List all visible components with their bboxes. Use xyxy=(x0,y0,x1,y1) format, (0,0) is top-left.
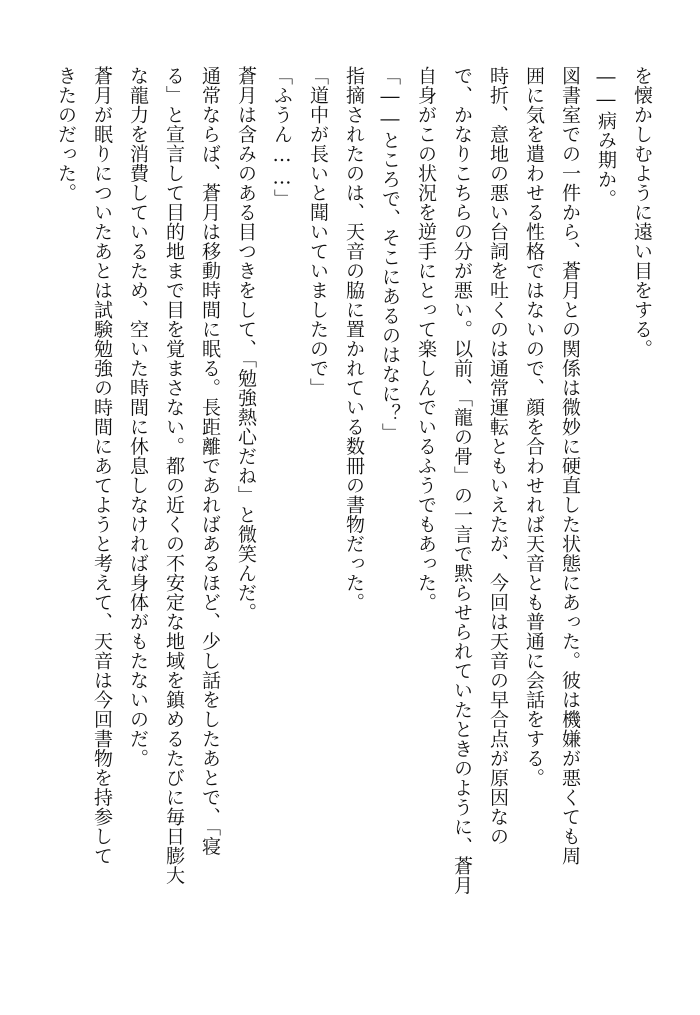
text-line: きたのだった。 xyxy=(55,66,77,203)
text-line: ――病み期か。 xyxy=(595,66,617,209)
text-line: 蒼月は含みのある目つきをして、「勉強熱心だね」と微笑んだ。 xyxy=(235,66,257,622)
text-line: で、かなりこちらの分が悪い。以前、「龍の骨」の一言で黙らせられていたときのように、蒼月 xyxy=(451,66,473,895)
text-line: 図書室での一件から、蒼月との関係は微妙に硬直した状態にあった。彼は機嫌が悪くても周 xyxy=(559,66,581,866)
text-line: 囲に気を遣わせる性格ではないので、顔を合わせれば天音とも普通に会話をする。 xyxy=(523,66,545,788)
text-line: 蒼月が眠りについたあとは試験勉強の時間にあてようと考えて、天音は今回書物を持参して xyxy=(91,66,113,866)
text-line: 「ふうん……」 xyxy=(271,66,293,209)
text-line: 指摘されたのは、天音の脇に置かれている数冊の書物だった。 xyxy=(343,66,365,612)
text-line: る」と宣言して目的地まで目を覚まさない。都の近くの不安定な地域を鎮めるたびに毎日膨大 xyxy=(163,66,185,885)
text-line: 「――ところで、そこにあるのはなに？」 xyxy=(379,66,401,443)
text-line: 「道中が長いと聞いていましたので」 xyxy=(307,66,329,398)
text-line: 通常ならば、蒼月は移動時間に眠る。長距離であればあるほど、少し話をしたあとで、「寝 xyxy=(199,66,221,856)
text-line: を懐かしむように遠い目をする。 xyxy=(631,66,653,359)
text-line: な龍力を消費しているため、空いた時間に休息しなければ身体がもたないのだ。 xyxy=(127,66,149,768)
text-line: 時折、意地の悪い台詞を吐くのは通常運転ともいえたが、今回は天音の早合点が原因なの xyxy=(487,66,509,846)
text-line: 自身がこの状況を逆手にとって楽しんでいるふうでもあった。 xyxy=(415,66,437,612)
